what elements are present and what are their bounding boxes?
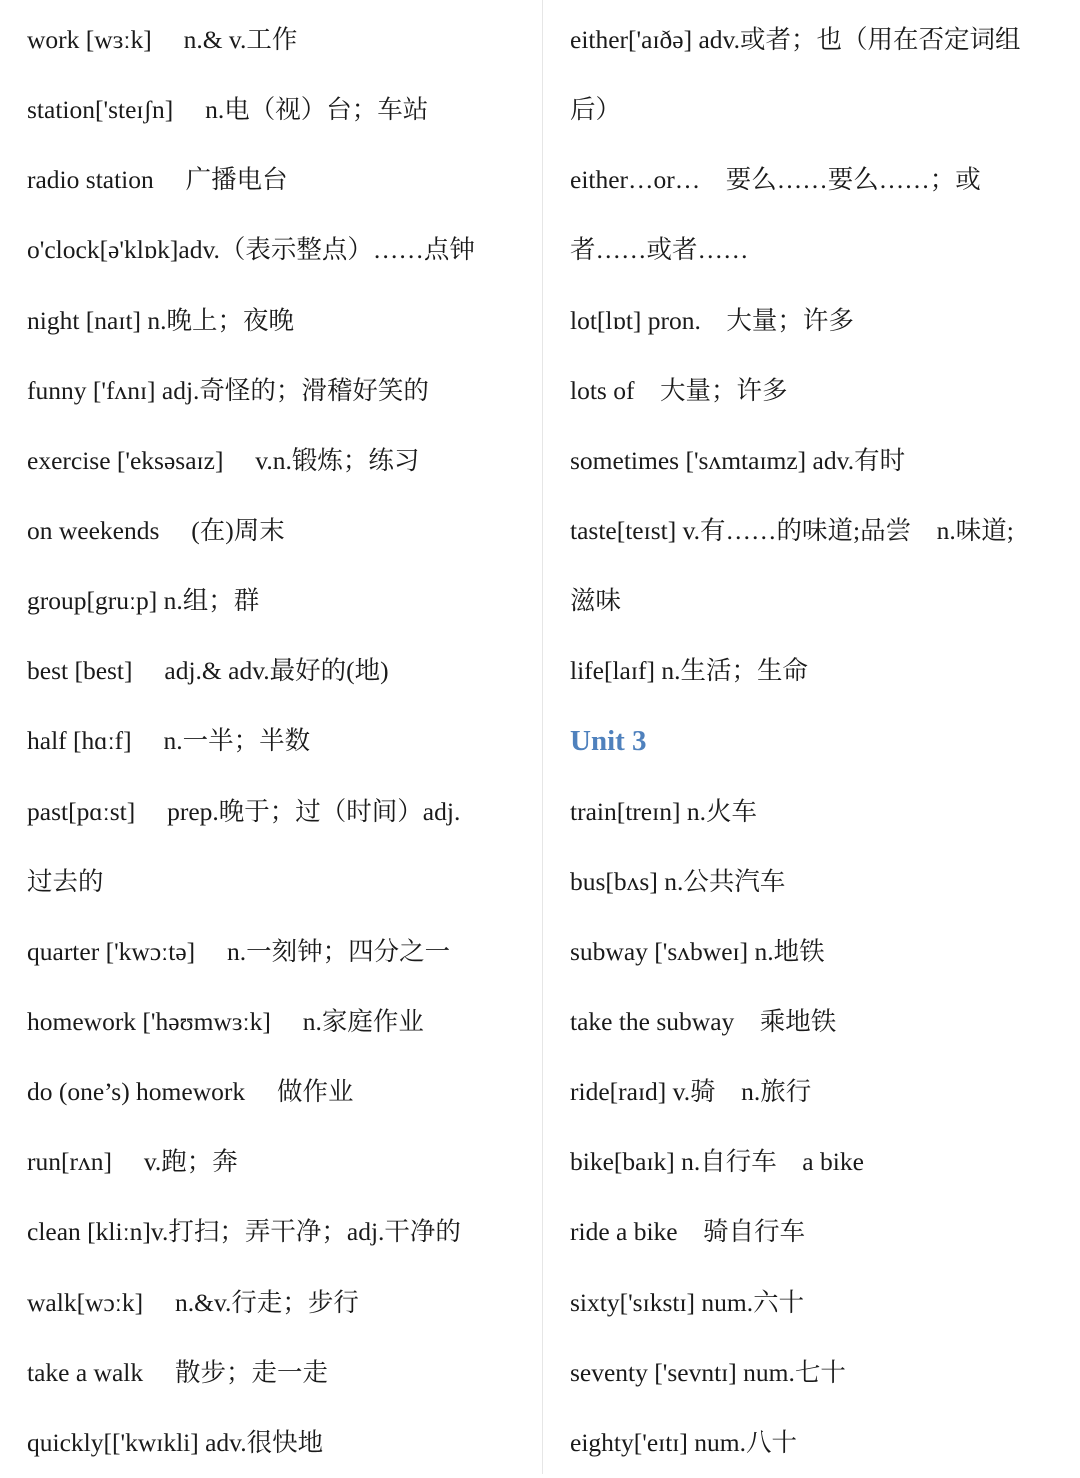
- vocab-line: funny ['fʌnɪ] adj.奇怪的；滑稽好笑的: [27, 375, 429, 405]
- vocab-line: ride[raɪd] v.骑 n.旅行: [570, 1077, 812, 1107]
- vocab-line: sixty['sɪkstɪ] num.六十: [570, 1287, 805, 1317]
- vocab-line-continuation: 者……或者……: [570, 235, 749, 265]
- vocab-line-continuation: 滋味: [570, 586, 622, 616]
- vocab-line: seventy ['sevntɪ] num.七十: [570, 1357, 846, 1387]
- vocab-line: either['aɪðə] adv.或者；也（用在否定词组: [570, 25, 1021, 54]
- vocab-line: quarter ['kwɔːtə] n.一刻钟；四分之一: [27, 936, 451, 966]
- vocab-line: station['steɪʃn] n.电（视）台；车站: [27, 95, 429, 125]
- vocab-line: on weekends (在)周末: [27, 515, 285, 545]
- vocab-line: train[treɪn] n.火车: [570, 796, 757, 826]
- vocab-line: bus[bʌs] n.公共汽车: [570, 866, 786, 896]
- vocab-line: work [wɜːk] n.& v.工作: [27, 25, 298, 54]
- vocab-line: lot[lɒt] pron. 大量；许多: [570, 305, 854, 335]
- vocab-line: half [hɑːf] n.一半；半数: [27, 726, 311, 756]
- vocab-line: night [naɪt] n.晚上；夜晚: [27, 305, 295, 335]
- vocab-line: best [best] adj.& adv.最好的(地): [27, 656, 389, 686]
- vocab-line: radio station 广播电台: [27, 165, 288, 195]
- vocab-line: walk[wɔːk] n.&v.行走；步行: [27, 1287, 359, 1317]
- vocab-line-continuation: 过去的: [27, 866, 104, 896]
- vocab-line: run[rʌn] v.跑；奔: [27, 1147, 238, 1177]
- vocab-line: eighty['eɪtɪ] num.八十: [570, 1427, 797, 1457]
- vocab-line: take the subway 乘地铁: [570, 1006, 837, 1036]
- right-vocab-column: [570, 5, 1075, 1478]
- vocab-line: clean [kliːn]v.打扫；弄干净；adj.干净的: [27, 1217, 461, 1247]
- vocab-line: sometimes ['sʌmtaɪmz] adv.有时: [570, 445, 906, 475]
- vocab-line: ride a bike 骑自行车: [570, 1217, 806, 1247]
- vocab-line: o'clock[ə'klɒk]adv.（表示整点）……点钟: [27, 235, 475, 265]
- unit-heading: Unit 3: [570, 725, 647, 758]
- vocab-line: quickly[['kwɪkli] adv.很快地: [27, 1427, 324, 1457]
- vocab-line: subway ['sʌbweɪ] n.地铁: [570, 936, 825, 966]
- vocab-line: group[gruːp] n.组；群: [27, 586, 260, 616]
- vocab-line: exercise ['eksəsaɪz] v.n.锻炼；练习: [27, 445, 420, 475]
- vocab-line: bike[baɪk] n.自行车 a bike: [570, 1147, 864, 1177]
- vocab-line: past[pɑːst] prep.晚于；过（时间）adj.: [27, 796, 461, 826]
- vocab-line-continuation: 后）: [570, 95, 622, 125]
- vocab-line: life[laɪf] n.生活；生命: [570, 656, 808, 686]
- vocab-line: take a walk 散步；走一走: [27, 1357, 328, 1387]
- vocab-line: homework ['həʊmwɜːk] n.家庭作业: [27, 1006, 424, 1036]
- vocab-line: lots of 大量；许多: [570, 375, 788, 405]
- vocab-line: either…or… 要么……要么……；或: [570, 165, 981, 195]
- vocab-line: taste[teɪst] v.有……的味道;品尝 n.味道;: [570, 515, 1014, 545]
- column-divider: [542, 0, 543, 1474]
- left-vocab-column: [27, 5, 532, 1478]
- vocab-line: do (one’s) homework 做作业: [27, 1077, 354, 1107]
